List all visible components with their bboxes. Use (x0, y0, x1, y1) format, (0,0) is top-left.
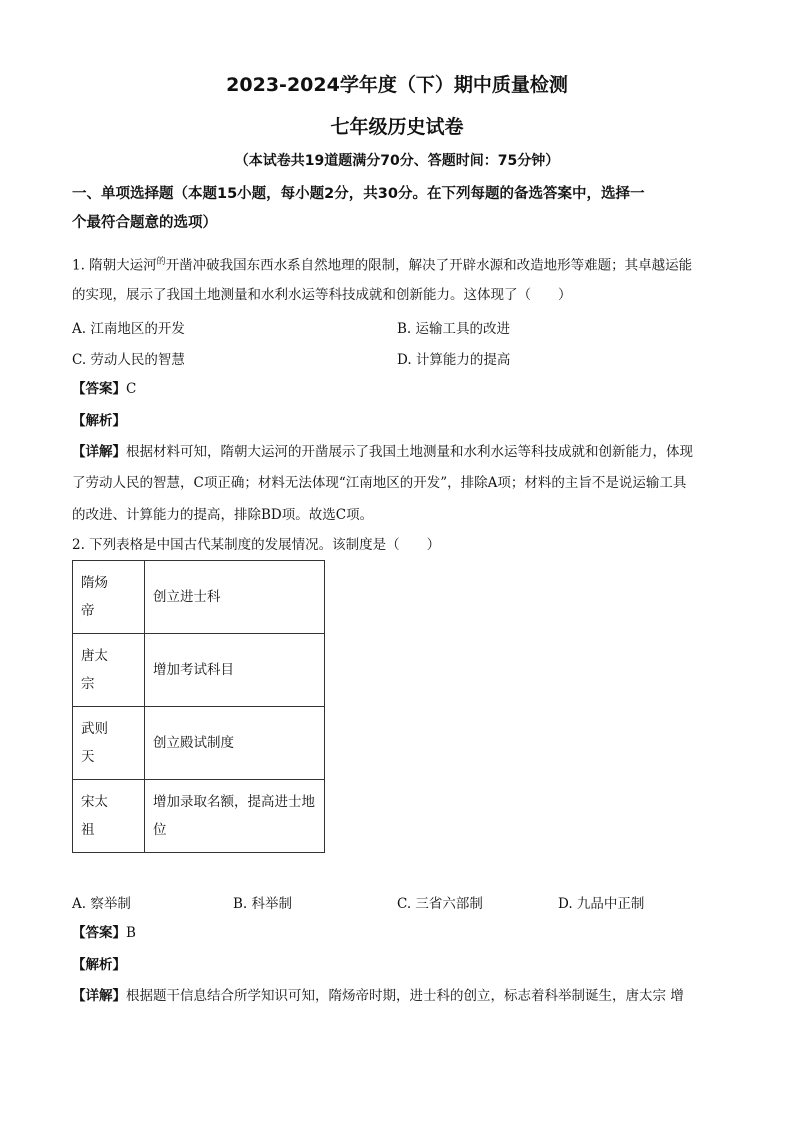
table-row (73, 634, 325, 707)
q2-text: 2. 下列表格是中国古代某制度的发展情况。该制度是（ ） (72, 537, 441, 553)
q1-detail-label: 【详解】 (72, 444, 126, 460)
exam-title: 2023-2024学年度（下）期中质量检测 (226, 74, 568, 96)
q1-text-b: 开凿冲破我国东西水系自然地理的限制，解决了开辟水源和改造地形等难题；其卓越运能 (165, 257, 693, 274)
q1-detail-line3: 的改进、计算能力的提高，排除BD项。故选C项。 (72, 507, 374, 523)
table-cell-event: 增加考试科目 (145, 634, 325, 707)
q2-analysis (72, 955, 732, 975)
exam-subtitle: 七年级历史试卷 (330, 116, 464, 138)
exam-note: （本试卷共19道题满分70分、答题时间：75分钟） (234, 153, 560, 169)
q1-detail-text1: 根据材料可知，隋朝大运河的开凿展示了我国土地测量和水利水运等科技成就和创新能力，体现 (126, 444, 693, 460)
q1-analysis (72, 411, 732, 431)
table-cell-emperor: 隋炀 帝 (73, 561, 145, 634)
q2-detail-text1: 根据题干信息结合所学知识可知，隋炀帝时期，进士科的创立，标志着科举制诞生，唐太宗 增 (126, 988, 684, 1004)
q1-option-c[interactable]: C. 劳动人民的智慧 (72, 352, 185, 368)
table-cell-event: 增加录取名额，提高进士地 位 (145, 780, 325, 853)
q1-option-d[interactable]: D. 计算能力的提高 (397, 352, 511, 368)
section-heading-line1: 一、单项选择题（本题15小题，每小题2分，共30分。在下列每题的备选答案中，选择一 (72, 186, 645, 202)
table-cell-emperor: 宋太 祖 (73, 780, 145, 853)
q2-option-d[interactable]: D. 九品中正制 (558, 896, 645, 912)
q1-text-line1 (72, 252, 732, 276)
q1-option-a[interactable]: A. 江南地区的开发 (72, 321, 185, 337)
q2-answer (72, 923, 732, 943)
q2-answer-label: 【答案】 (72, 925, 126, 941)
q2-option-a[interactable]: A. 察举制 (72, 896, 131, 912)
q1-analysis-label: 【解析】 (72, 413, 126, 429)
q2-detail-line1 (72, 986, 732, 1006)
q1-text-sup: 的 (156, 257, 166, 267)
table-cell-event: 创立殿试制度 (145, 707, 325, 780)
q2-option-c[interactable]: C. 三省六部制 (397, 896, 483, 912)
q1-detail-line2: 了劳动人民的智慧，C项正确；材料无法体现“江南地区的开发”，排除A项；材料的主旨不是说运输工具 (72, 475, 687, 491)
q1-detail-line1 (72, 442, 732, 462)
table-cell-emperor: 武则 天 (73, 707, 145, 780)
q1-text-line2: 的实现，展示了我国土地测量和水利水运等科技成就和创新能力。这体现了（ ） (72, 287, 572, 303)
q1-answer-value: C (126, 381, 137, 397)
q2-history-table (72, 560, 325, 853)
table-row (73, 561, 325, 634)
q2-answer-value: B (126, 925, 136, 941)
table-cell-emperor: 唐太 宗 (73, 634, 145, 707)
table-row (73, 780, 325, 853)
table-cell-event: 创立进士科 (145, 561, 325, 634)
q1-answer-label: 【答案】 (72, 381, 126, 397)
q2-detail-label: 【详解】 (72, 988, 126, 1004)
table-row (73, 707, 325, 780)
section-heading-line2: 个最符合题意的选项） (72, 215, 217, 231)
q2-analysis-label: 【解析】 (72, 957, 126, 973)
q1-answer (72, 379, 732, 399)
q2-option-b[interactable]: B. 科举制 (233, 896, 293, 912)
q1-text-a: 1. 隋朝大运河 (72, 257, 157, 274)
q1-option-b[interactable]: B. 运输工具的改进 (397, 321, 511, 337)
